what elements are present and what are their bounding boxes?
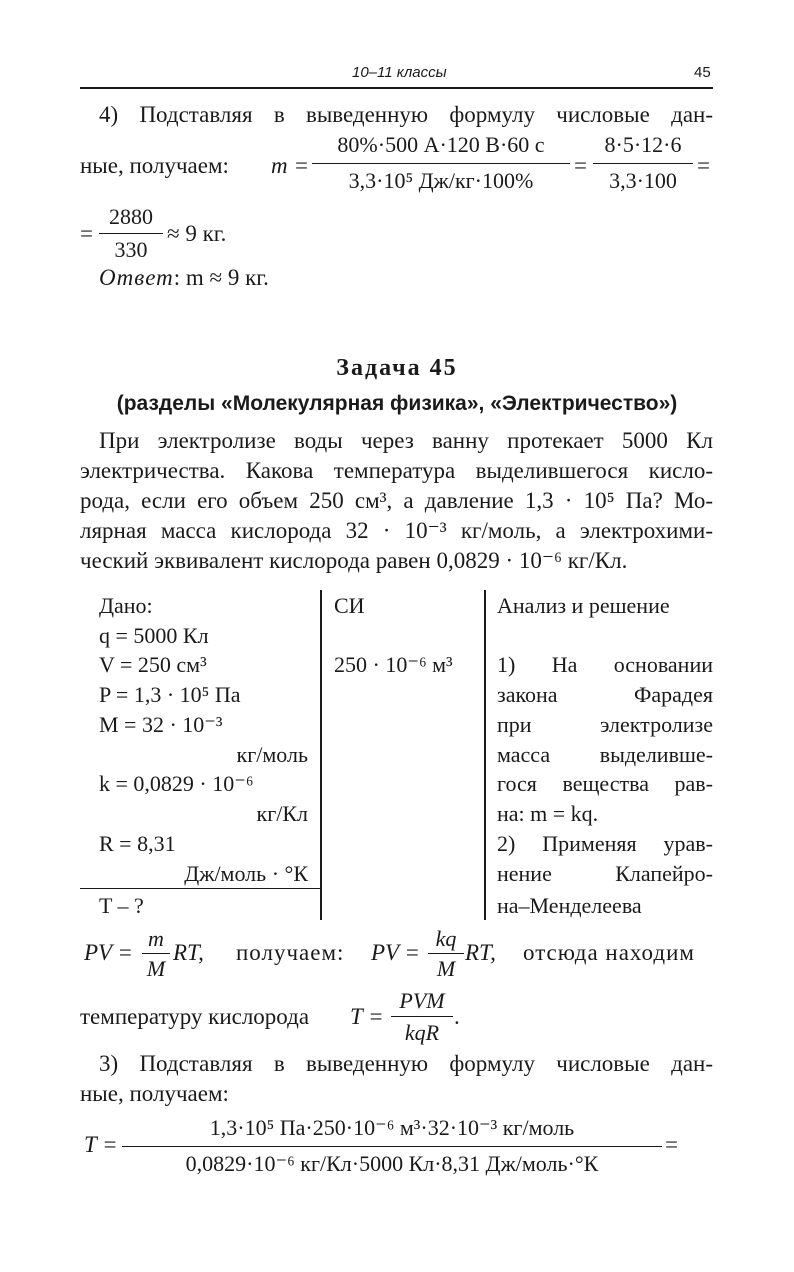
- analysis-line-4: масса выделивше-: [497, 742, 713, 767]
- fraction-numerator: 8·5·12·6: [604, 132, 682, 157]
- t-eq-1: T =: [350, 1004, 384, 1029]
- fraction-denominator: 0,0829·10⁻⁶ кг/Кл·5000 Кл·8,31 Дж/моль·°К: [185, 1151, 599, 1176]
- analysis-line-9: на–Менделеева: [497, 893, 642, 918]
- answer-label: Ответ: [99, 265, 174, 290]
- task-line-4: лярная масса кислорода 32 · 10⁻³ кг/моль, а электрохими-: [80, 518, 713, 543]
- task-line-2: электричества. Какова температура выделившегося кисло-: [80, 458, 713, 483]
- table-divider-1: [320, 590, 322, 920]
- analysis-line-7: 2) Применяя урав-: [497, 831, 713, 856]
- fraction-bar: [122, 1146, 662, 1147]
- header-rule: [80, 87, 713, 89]
- step3-line1: 3) Подставляя в выведенную формулу числовые дан-: [99, 1051, 713, 1076]
- si-volume: 250 · 10⁻⁶ м³: [334, 652, 453, 677]
- step4-line2-prefix: ные, получаем:: [80, 153, 229, 178]
- step3-line2: ные, получаем:: [80, 1081, 229, 1106]
- fraction-denominator: kqR: [404, 1020, 440, 1045]
- step4-line1: 4) Подставляя в выведенную формулу числовые дан-: [99, 102, 713, 127]
- page-number: 45: [694, 64, 711, 81]
- given-m-unit: кг/моль: [236, 742, 308, 767]
- header-given: Дано:: [99, 593, 153, 618]
- given-r: R = 8,31: [99, 831, 176, 856]
- answer-line: [99, 265, 269, 291]
- fraction-numerator: 80%·500 А·120 В·60 с: [337, 132, 545, 157]
- fraction-bar: [391, 1016, 453, 1017]
- find-t: T – ?: [99, 893, 144, 918]
- fraction-bar: [142, 953, 170, 954]
- fraction-m-over-M: [142, 926, 170, 982]
- given-k: k = 0,0829 · 10⁻⁶: [99, 771, 254, 796]
- answer-text: : m ≈ 9 кг.: [173, 265, 269, 290]
- analysis-line-1: 1) На основании: [497, 652, 713, 677]
- fraction-denominator: M: [436, 956, 456, 981]
- running-title: 10–11 классы: [352, 64, 447, 81]
- header-si: СИ: [334, 593, 365, 618]
- analysis-line-6: на: m = kq.: [497, 801, 599, 826]
- step4-eq-3: =: [697, 153, 710, 178]
- fraction-bar: [593, 163, 693, 164]
- given-p: P = 1,3 · 10⁵ Па: [99, 682, 241, 707]
- fraction-numerator: 2880: [109, 204, 153, 229]
- step4-eq-4: =: [80, 221, 93, 246]
- analysis-line-5: гося вещества рав-: [497, 771, 713, 796]
- fraction-numerator: kq: [435, 926, 457, 951]
- analysis-line-2: закона Фарадея: [497, 682, 713, 707]
- fraction-step4-3: [99, 204, 163, 266]
- fraction-final: [122, 1115, 662, 1179]
- task-line-5: ческий эквивалент кислорода равен 0,0829 · 10⁻⁶ кг/Кл.: [80, 548, 628, 573]
- task-title: Задача 45: [336, 355, 458, 381]
- fraction-numerator: 1,3·10⁵ Па·250·10⁻⁶ м³·32·10⁻³ кг/моль: [209, 1115, 575, 1140]
- rt-1: RT,: [173, 940, 204, 965]
- dot: .: [454, 1004, 460, 1029]
- pv-eq-2: PV =: [371, 940, 420, 965]
- given-m: M = 32 · 10⁻³: [99, 712, 223, 737]
- fraction-denominator: 3,3·100: [609, 168, 677, 193]
- temp-text: температуру кислорода: [80, 1004, 310, 1029]
- given-q: q = 5000 Кл: [99, 623, 209, 648]
- step4-eq-1: =: [295, 153, 308, 178]
- header-analysis: Анализ и решение: [497, 593, 670, 618]
- fraction-bar: [428, 953, 464, 954]
- step4-approx-result: ≈ 9 кг.: [167, 221, 227, 246]
- trailing-eq: =: [665, 1132, 678, 1157]
- fraction-denominator: M: [146, 956, 166, 981]
- fraction-numerator: PVM: [399, 988, 445, 1013]
- hence-words: отсюда находим: [523, 940, 695, 965]
- step4-eq-2: =: [574, 153, 587, 178]
- fraction-step4-2: [593, 132, 693, 196]
- task-line-1: При электролизе воды через ванну протекает 5000 Кл: [99, 428, 713, 453]
- analysis-line-8: нение Клапейро-: [497, 861, 713, 886]
- fraction-bar: [99, 233, 163, 234]
- fraction-kq-over-M: [428, 926, 464, 982]
- pv-eq-1: PV =: [84, 940, 133, 965]
- given-k-unit: кг/Кл: [256, 801, 308, 826]
- given-v: V = 250 см³: [99, 652, 207, 677]
- find-rule: [80, 888, 321, 889]
- given-r-unit: Дж/моль · °К: [184, 861, 308, 886]
- fraction-denominator: 330: [114, 237, 148, 262]
- analysis-line-3: при электролизе: [497, 712, 713, 737]
- fraction-step4-1: [312, 132, 570, 196]
- fraction-denominator: 3,3·10⁵ Дж/кг·100%: [348, 168, 534, 193]
- task-line-3: рода, если его объем 250 см³, а давление 1,3 · 10⁵ Па? Мо-: [80, 488, 713, 513]
- fraction-numerator: m: [148, 926, 164, 951]
- rt-2: RT,: [465, 940, 496, 965]
- task-subtitle: (разделы «Молекулярная физика», «Электричество»): [116, 392, 678, 415]
- get-word: получаем:: [236, 940, 345, 965]
- fraction-bar: [312, 163, 570, 164]
- fraction-pvm-over-kqr: [391, 988, 453, 1046]
- step4-m-var: m: [271, 153, 288, 178]
- t-eq-2: T =: [84, 1132, 118, 1157]
- table-divider-2: [484, 590, 486, 920]
